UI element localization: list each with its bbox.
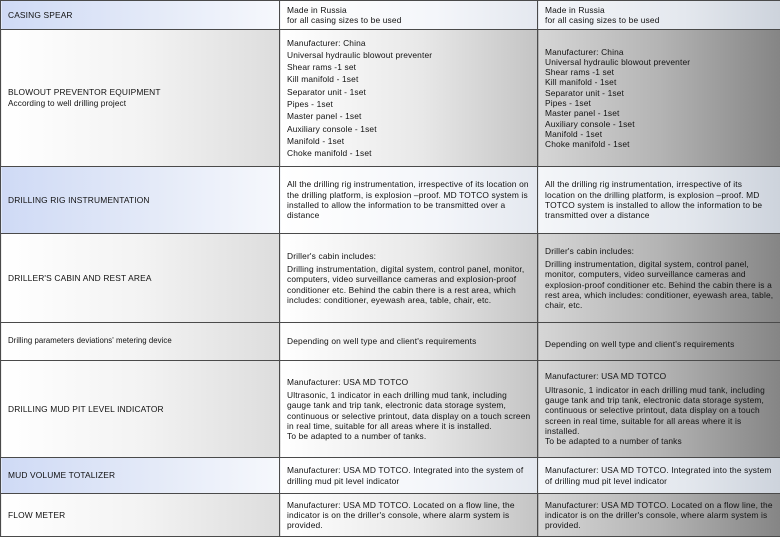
spec-line: Master panel - 1set (545, 108, 620, 119)
row-label: DRILLING RIG INSTRUMENTATION (1, 167, 280, 234)
spec-text: All the drilling rig instrumentation, irrespective of its location on the drilling platform, is explosion –proof. MD TOTCO system is installed to allow the information to be transmitted over a distance (545, 179, 763, 221)
row-label: Drilling parameters deviations' metering device (1, 323, 280, 361)
spec-line: Shear rams -1 set (545, 67, 615, 78)
spec-cell (280, 494, 538, 537)
spec-cell (280, 30, 538, 167)
table-row (1, 458, 780, 494)
row-label: FLOW METER (1, 494, 280, 537)
row-label-title: BLOWOUT PREVENTOR EQUIPMENT (8, 87, 161, 98)
spec-text: Ultrasonic, 1 indicator in each drilling mud tank, including gauge tank and trip tank, electronic data storage system, continuous or selective printout, data display on a touch screen in real time, suitable for all areas where it is installed. (287, 389, 531, 431)
spec-text: Depending on well type and client's requirements (545, 339, 735, 350)
spec-line: for all casing sizes to be used (545, 15, 660, 25)
spec-line: Shear rams -1 set (287, 62, 357, 73)
row-label-subtitle: According to well drilling project (8, 98, 127, 108)
spec-line: Auxiliary console - 1set (545, 118, 635, 129)
spec-line: Universal hydraulic blowout preventer (545, 56, 691, 67)
table-row (1, 494, 780, 537)
spec-cell (538, 458, 780, 494)
spec-cell (538, 361, 780, 458)
row-label: MUD VOLUME TOTALIZER (1, 458, 280, 494)
spec-line: Universal hydraulic blowout preventer (287, 49, 433, 60)
spec-line: Pipes - 1set (545, 98, 592, 108)
spec-text: Drilling instrumentation, digital system, control panel, monitor, computers, video surveillance cameras and explosion-proof conditioner etc. Behind the cabin there is a rest area, which includes: conditioner, eyewash area, table, chair, etc. (287, 264, 525, 305)
spec-cell (280, 1, 538, 30)
table-row (1, 361, 780, 458)
row-label: DRILLING MUD PIT LEVEL INDICATOR (1, 361, 280, 458)
spec-line: Separator unit - 1set (545, 87, 625, 98)
spec-line: Manufacturer: China (287, 37, 366, 48)
spec-cell (538, 1, 780, 30)
table-row (1, 323, 780, 361)
table-row (1, 30, 780, 167)
spec-cell (538, 167, 780, 234)
spec-title: Driller's cabin includes: (287, 250, 377, 261)
table-row (1, 1, 780, 30)
row-label: DRILLER'S CABIN AND REST AREA (1, 234, 280, 323)
spec-line: Separator unit - 1set (287, 86, 367, 97)
spec-title: Driller's cabin includes: (545, 245, 635, 256)
spec-text: Manufacturer: USA MD TOTCO. Located on a flow line, the indicator is on the driller's console, where alarm system is provided. (545, 499, 773, 531)
spec-cell (280, 361, 538, 458)
table-row (1, 234, 780, 323)
spec-cell (280, 234, 538, 323)
spec-text: Manufacturer: USA MD TOTCO. Integrated into the system of drilling mud pit level indicator (287, 465, 524, 486)
spec-cell (538, 323, 780, 361)
row-label: CASING SPEAR (1, 1, 280, 30)
spec-text: Manufacturer: USA MD TOTCO. Located on a flow line, the indicator is on the driller's console, where alarm system is provided. (287, 499, 515, 531)
spec-line: Master panel - 1set (287, 111, 362, 122)
spec-line: Pipes - 1set (287, 99, 334, 109)
spec-cell (280, 323, 538, 361)
spec-cell (538, 30, 780, 167)
spec-text: Manufacturer: USA MD TOTCO. Integrated into the system of drilling mud pit level indicator (545, 465, 772, 486)
spec-line: Made in Russia (545, 4, 605, 15)
spec-line: Kill manifold - 1set (287, 74, 359, 85)
spec-line: Manifold - 1set (545, 128, 603, 139)
spec-line: Kill manifold - 1set (545, 77, 617, 88)
spec-line: Choke manifold - 1set (287, 148, 372, 159)
spec-text: To be adapted to a number of tanks (545, 436, 682, 447)
spec-cell (538, 234, 780, 323)
spec-text: To be adapted to a number of tanks. (287, 431, 427, 442)
spec-line: Manufacturer: China (545, 46, 624, 57)
spec-line: Made in Russia (287, 4, 347, 15)
spec-text: Ultrasonic, 1 indicator in each drilling mud tank, including gauge tank and trip tank, electronic data storage system, continuous or selective printout, data display on a touch screen in real time, suitable for all areas where it is installed. (545, 384, 765, 436)
spec-cell (538, 494, 780, 537)
row-label (1, 30, 280, 167)
spec-line: Choke manifold - 1set (545, 139, 630, 150)
spec-cell (280, 167, 538, 234)
spec-title: Manufacturer: USA MD TOTCO (545, 371, 667, 382)
spec-line: for all casing sizes to be used (287, 15, 402, 25)
spec-text: Depending on well type and client's requirements (287, 336, 477, 347)
table-row (1, 167, 780, 234)
spec-line: Auxiliary console - 1set (287, 123, 377, 134)
spec-cell (280, 458, 538, 494)
spec-text: All the drilling rig instrumentation, irrespective of its location on the drilling platform, is explosion –proof. MD TOTCO system is installed to allow the information to be transmitted over a distance (287, 179, 529, 221)
spec-line: Manifold - 1set (287, 135, 345, 146)
spec-title: Manufacturer: USA MD TOTCO (287, 376, 409, 387)
spec-text: Drilling instrumentation, digital system, control panel, monitor, computers, video surveillance cameras and explosion-proof conditioner etc. Behind the cabin there is a rest area, which includes: conditioner, eyewash area, table, chair, etc. (545, 258, 774, 311)
